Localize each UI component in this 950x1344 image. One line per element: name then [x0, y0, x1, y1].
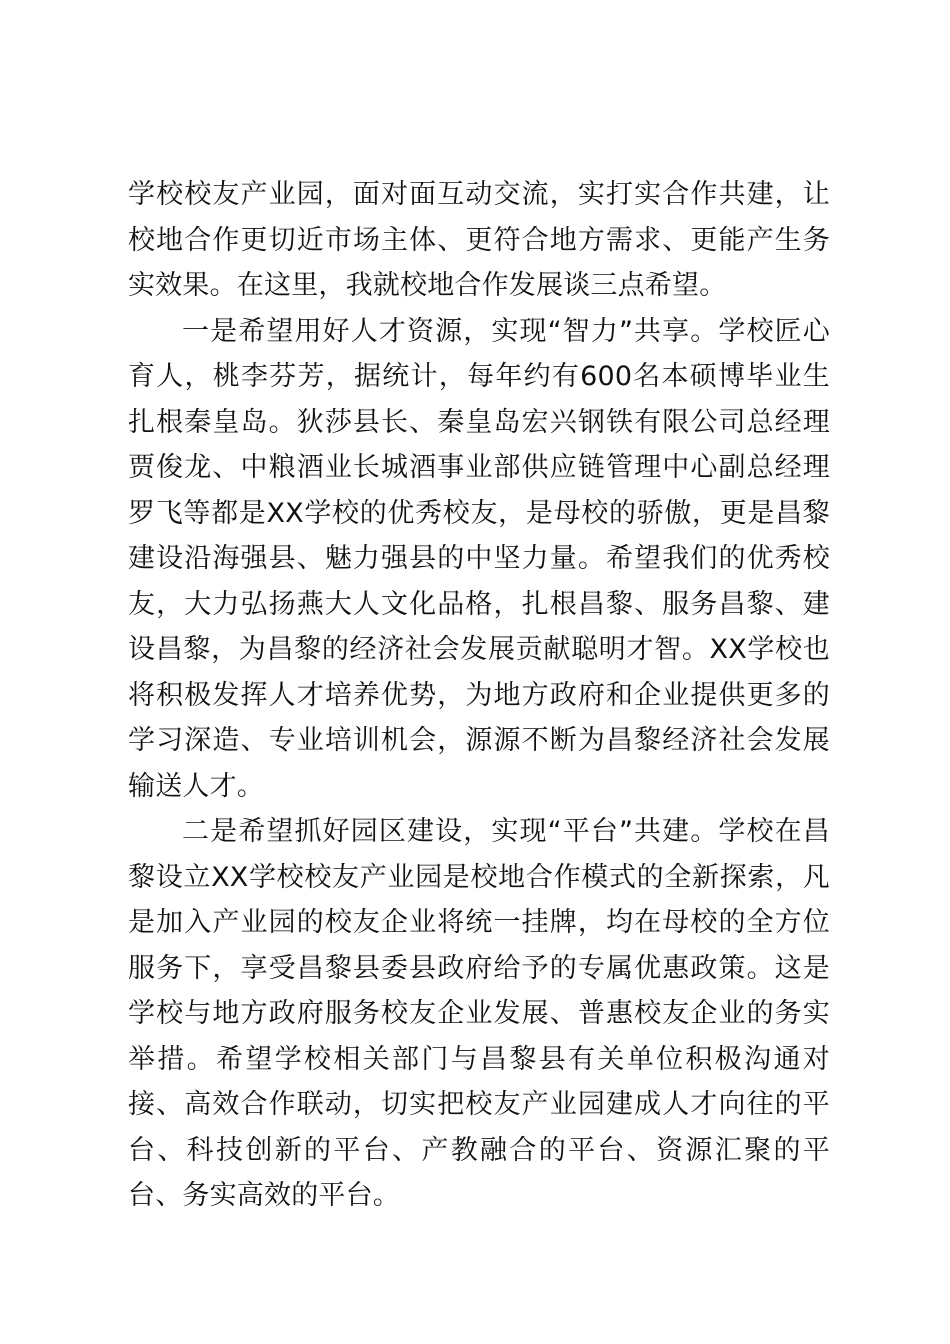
document-body [128, 172, 830, 1219]
paragraph-hope-one: 一是希望用好人才资源，实现“智力”共享。学校匠心育人，桃李芬芳，据统计，每年约有600名本硕博毕业生扎根秦皇岛。狄莎县长、秦皇岛宏兴钢铁有限公司总经理贾俊龙、中粮酒业长城酒事业部供应链管理中心副总经理罗飞等都是XX学校的优秀校友，是母校的骄傲，更是昌黎建设沿海强县、魅力强县的中坚力量。希望我们的优秀校友，大力弘扬燕大人文化品格，扎根昌黎、服务昌黎、建设昌黎，为昌黎的经济社会发展贡献聪明才智。XX学校也将积极发挥人才培养优势，为地方政府和企业提供更多的学习深造、专业培训机会，源源不断为昌黎经济社会发展输送人才。 [128, 315, 830, 802]
paragraph-intro: 学校校友产业园，面对面互动交流，实打实合作共建，让校地合作更切近市场主体、更符合地方需求、更能产生务实效果。在这里，我就校地合作发展谈三点希望。 [128, 179, 830, 301]
paragraph-hope-two: 二是希望抓好园区建设，实现“平台”共建。学校在昌黎设立XX学校校友产业园是校地合作模式的全新探索，凡是加入产业园的校友企业将统一挂牌，均在母校的全方位服务下，享受昌黎县委县政府给予的专属优惠政策。这是学校与地方政府服务校友企业发展、普惠校友企业的务实举措。希望学校相关部门与昌黎县有关单位积极沟通对接、高效合作联动，切实把校友产业园建成人才向往的平台、科技创新的平台、产教融合的平台、资源汇聚的平台、务实高效的平台。 [128, 816, 830, 1211]
